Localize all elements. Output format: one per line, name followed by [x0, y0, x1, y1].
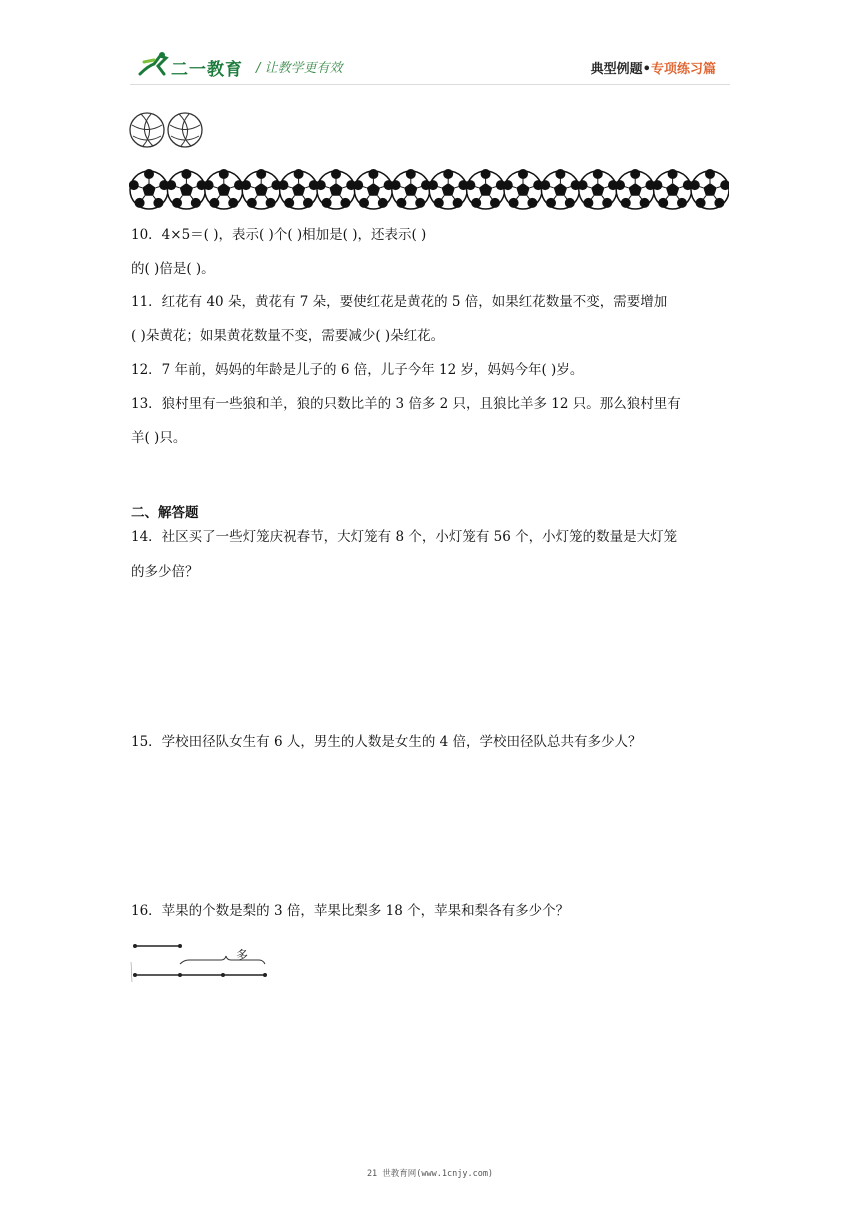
soccer-ball-icon [652, 169, 692, 209]
segment-dot [133, 944, 137, 948]
question-13-line2: 羊( )只。 [131, 430, 187, 446]
section-tag-main: 典型例题• [590, 62, 651, 77]
question-11-line1: 11．红花有 40 朵，黄花有 7 朵，要使红花是黄花的 5 倍，如果红花数量不变，需要增加 [131, 294, 668, 310]
question-14-line1: 14．社区买了一些灯笼庆祝春节，大灯笼有 8 个，小灯笼有 56 个，小灯笼的数量是大灯笼 [131, 529, 678, 545]
question-13-line1: 13．狼村里有一些狼和羊，狼的只数比羊的 3 倍多 2 只，且狼比羊多 12 只。那么狼村里有 [131, 396, 681, 412]
question-12: 12．7 年前，妈妈的年龄是儿子的 6 倍，儿子今年 12 岁，妈妈今年( )岁。 [131, 362, 584, 378]
soccer-ball-icon [690, 169, 729, 209]
soccer-ball-icon [465, 169, 505, 209]
soccer-ball-icon [391, 169, 431, 209]
segment-dot [178, 944, 182, 948]
runner-logo-icon [136, 52, 170, 80]
footer-text: 21 世教育网(www.1cnjy.com) [366, 1169, 494, 1179]
section-tag-accent: 专项练习篇 [650, 62, 716, 77]
basketball-row [128, 110, 218, 150]
soccer-ball-icon [204, 169, 244, 209]
segment-dot [178, 973, 182, 977]
header-divider [130, 84, 730, 85]
segment-dot [221, 973, 225, 977]
segment-dot [133, 973, 137, 977]
section-tag [591, 58, 716, 77]
soccer-ball-icon [316, 169, 356, 209]
soccer-ball-icon [503, 169, 543, 209]
soccer-row [129, 169, 729, 211]
soccer-ball-icon [353, 169, 393, 209]
soccer-ball-icon [540, 169, 580, 209]
soccer-ball-icon [278, 169, 318, 209]
soccer-ball-icon [241, 169, 281, 209]
question-15: 15．学校田径队女生有 6 人，男生的人数是女生的 4 倍，学校田径队总共有多少人？ [131, 734, 642, 750]
segment-diagram [129, 938, 274, 984]
brace [180, 956, 265, 964]
question-10-line1: 10．4×5＝( )，表示( )个( )相加是( )，还表示( ) [131, 227, 427, 243]
brand-logo [136, 52, 376, 82]
question-11-line2: ( )朵黄花；如果黄花数量不变，需要减少( )朵红花。 [131, 328, 445, 344]
section-title: 二、解答题 [131, 505, 199, 521]
question-14-line2: 的多少倍？ [131, 564, 199, 580]
soccer-ball-icon [129, 169, 169, 209]
soccer-ball-icon [615, 169, 655, 209]
diagram-label: 多 [236, 948, 249, 962]
slogan: / 让教学更有效 [256, 61, 343, 76]
soccer-ball-icon [578, 169, 618, 209]
logo-text: 二一教育 [171, 60, 243, 80]
question-10-line2: 的( )倍是( )。 [131, 261, 215, 277]
question-16: 16．苹果的个数是梨的 3 倍，苹果比梨多 18 个，苹果和梨各有多少个？ [131, 903, 570, 919]
basketball-icon [130, 113, 164, 147]
soccer-ball-icon [166, 169, 206, 209]
basketball-icon [168, 113, 202, 147]
segment-dot [263, 973, 267, 977]
soccer-ball-icon [428, 169, 468, 209]
